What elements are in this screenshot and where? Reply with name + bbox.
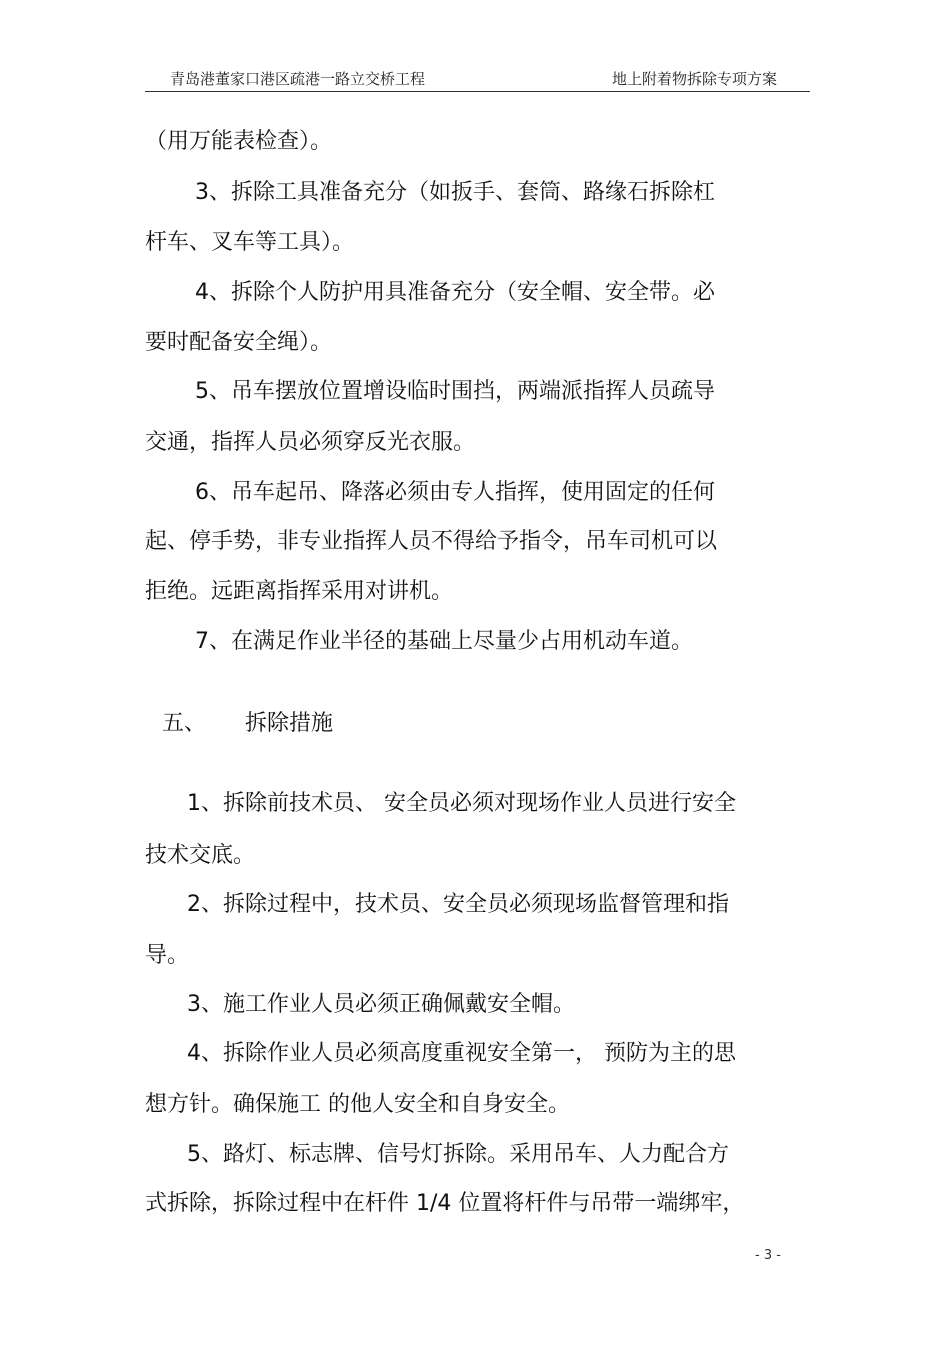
body-line: 式拆除，拆除过程中在杆件 1/4 位置将杆件与吊带一端绑牢， — [145, 1191, 745, 1216]
body-line: 3、施工作业人员必须正确佩戴安全帽。 — [187, 992, 575, 1017]
body-line: 7、在满足作业半径的基础上尽量少占用机动车道。 — [195, 629, 693, 654]
body-line: 2、拆除过程中，技术员、安全员必须现场监督管理和指 — [187, 892, 729, 917]
header-rule — [145, 91, 810, 92]
body-line: 导。 — [145, 943, 190, 968]
body-line: 1、拆除前技术员、 安全员必须对现场作业人员进行安全 — [187, 791, 736, 816]
body-line: （用万能表检查）。 — [145, 129, 333, 154]
body-line: 5、路灯、标志牌、信号灯拆除。采用吊车、人力配合方 — [187, 1142, 729, 1167]
body-line: 技术交底。 — [145, 843, 256, 868]
body-line: 拒绝。远距离指挥采用对讲机。 — [145, 579, 454, 604]
body-line: 要时配备安全绳）。 — [145, 330, 333, 355]
body-line: 交通，指挥人员必须穿反光衣服。 — [145, 430, 476, 455]
body-line: 5、吊车摆放位置增设临时围挡，两端派指挥人员疏导 — [195, 379, 715, 404]
body-line: 起、停手势，非专业指挥人员不得给予指令，吊车司机可以 — [145, 529, 718, 554]
body-line: 6、吊车起吊、降落必须由专人指挥，使用固定的任何 — [195, 480, 715, 505]
section-heading: 拆除措施 — [245, 711, 334, 736]
header-left-title: 青岛港董家口港区疏港一路立交桥工程 — [170, 70, 426, 88]
body-line: 4、拆除作业人员必须高度重视安全第一， 预防为主的思 — [187, 1041, 736, 1066]
body-line: 想方针。确保施工 的他人安全和自身安全。 — [145, 1092, 570, 1117]
body-line: 4、拆除个人防护用具准备充分（安全帽、安全带。必 — [195, 280, 715, 305]
page-number: - 3 - — [755, 1248, 781, 1263]
body-line: 杆车、叉车等工具）。 — [145, 230, 355, 255]
section-number: 五、 — [162, 711, 207, 736]
body-line: 3、拆除工具准备充分（如扳手、套筒、路缘石拆除杠 — [195, 180, 715, 205]
header-right-title: 地上附着物拆除专项方案 — [612, 70, 778, 88]
